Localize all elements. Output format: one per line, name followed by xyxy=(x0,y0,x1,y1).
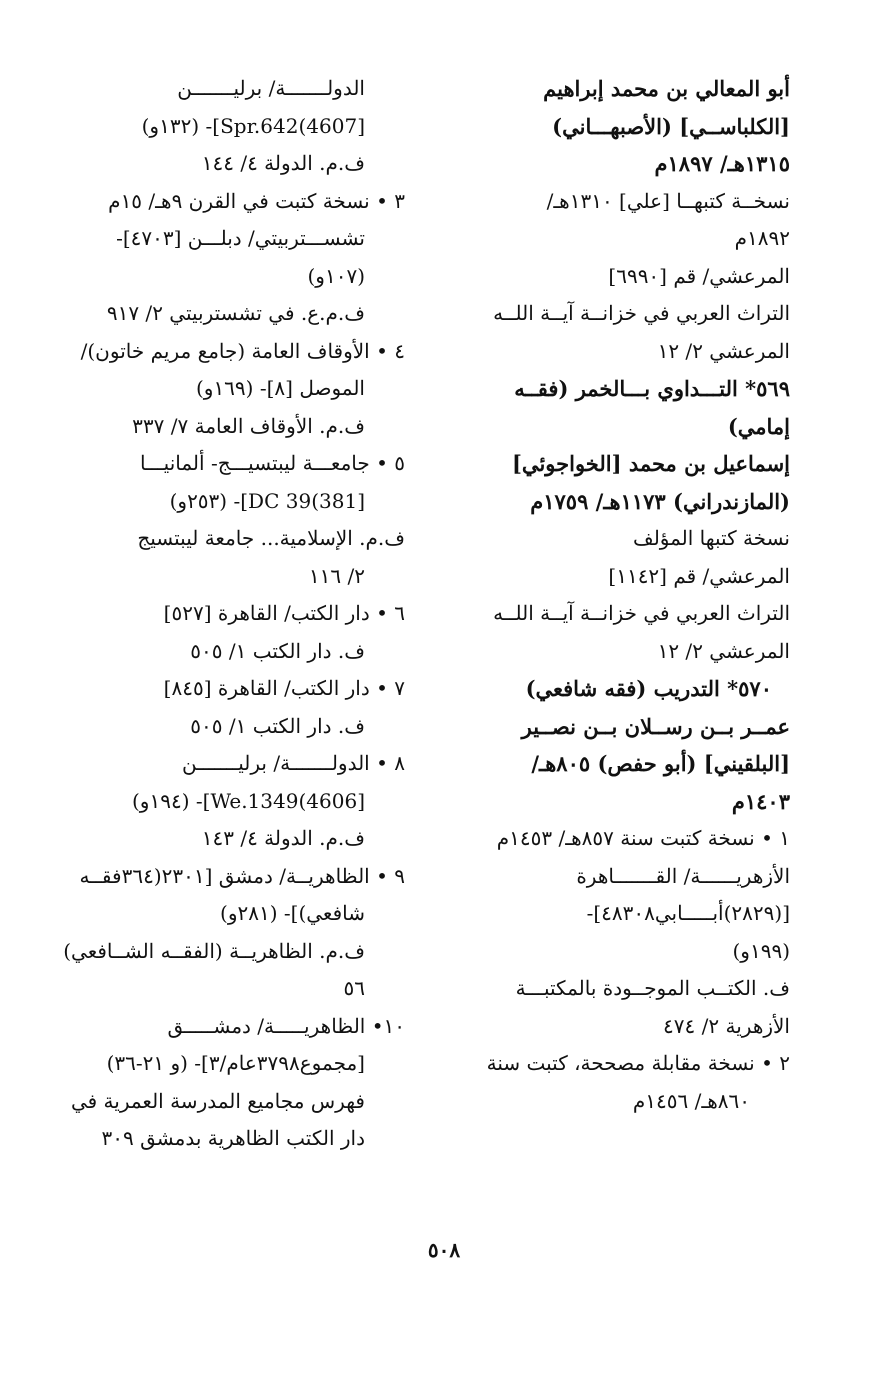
author-name: عمــر بــن رســلان بــن نصــير xyxy=(521,713,790,739)
entry-title: ٥٦٩* التـــداوي بـــالخمر (فقــه xyxy=(514,376,790,401)
library-ref: (١٩٩و) xyxy=(732,938,790,963)
catalog-ref: الأزهرية ٢/ ٤٧٤ xyxy=(663,1013,790,1038)
manuscript-note: نسخة كتبها المؤلف xyxy=(632,526,790,550)
library-ref: تشســـتربيتي/ دبلـــن [٤٧٠٣]- xyxy=(116,226,365,250)
catalog-ref: ف.م. الدولة ٤/ ١٤٤ xyxy=(201,151,365,175)
library-ref: [مجموع٣٧٩٨عام/٣]- (و ٢١-٣٦) xyxy=(106,1051,365,1075)
author-name: [البلقيني] (أبو حفص) ٨٠٥هـ/ xyxy=(531,751,790,776)
catalog-ref: ٥٦ xyxy=(343,976,365,1000)
manuscript-item: ١ • نسخة كتبت سنة ٨٥٧هـ/ ١٤٥٣م xyxy=(496,826,790,850)
manuscript-item: ٩ • الظاهريــة/ دمشق [٢٣٠١(٣٦٤فقــه xyxy=(79,863,405,888)
library-ref: [4607)Spr.642]- (١٣٢و) xyxy=(141,113,365,138)
catalog-ref: ٢/ ١١٦ xyxy=(308,563,365,588)
catalog-ref: ف. الكتــب الموجــودة بالمكتبـــة xyxy=(515,976,790,1000)
manuscript-item: ١٠• الظاهريـــــة/ دمشـــــق xyxy=(167,1013,405,1038)
library-ref: المرعشي/ قم [١١٤٢] xyxy=(608,563,790,588)
catalog-ref: ف. دار الكتب ١/ ٥٠٥ xyxy=(190,713,365,738)
catalog-ref: ف.م. الدولة ٤/ ١٤٣ xyxy=(201,826,365,850)
library-ref: [(٢٨٢٩)أبـــــابي٤٨٣٠٨]- xyxy=(586,901,790,925)
manuscript-item: ٥ • جامعـــة ليبتسيـــج- ألمانيـــا xyxy=(140,451,405,475)
library-ref: الأزهريــــــة/ القـــــــاهرة xyxy=(576,863,790,888)
catalog-ref: ف.م. الظاهريــة (الفقــه الشــافعي) xyxy=(63,938,365,963)
author-name: أبو المعالي بن محمد إبراهيم xyxy=(543,76,790,101)
catalog-ref: المرعشي ٢/ ١٢ xyxy=(657,338,790,363)
library-ref: [381)DC 39]- (٢٥٣و) xyxy=(169,488,365,513)
library-ref: الدولـــــــة/ برليـــــــن xyxy=(177,76,365,100)
catalog-ref: ف.م.ع. في تشستربيتي ٢/ ٩١٧ xyxy=(106,301,365,325)
page-number: ٥٠٨ xyxy=(427,1238,461,1262)
manuscript-item: ٤ • الأوقاف العامة (جامع مريم خاتون)/ xyxy=(80,338,405,363)
catalog-ref: دار الكتب الظاهرية بدمشق ٣٠٩ xyxy=(101,1126,365,1150)
manuscript-item: ٨٦٠هـ/ ١٤٥٦م xyxy=(632,1088,750,1113)
right-column xyxy=(445,70,790,1120)
catalog-ref: المرعشي ٢/ ١٢ xyxy=(657,638,790,663)
manuscript-item: ٧ • دار الكتب/ القاهرة [٨٤٥] xyxy=(163,676,405,700)
entry-title: إمامي) xyxy=(727,413,790,439)
manuscript-note: نسخــة كتبهــا [علي] ١٣١٠هـ/ xyxy=(546,188,790,213)
catalog-ref: التراث العربي في خزانــة آيــة اللــه xyxy=(493,601,790,625)
catalog-ref: ف.م. الأوقاف العامة ٧/ ٣٣٧ xyxy=(132,413,365,438)
catalog-ref: ف. دار الكتب ١/ ٥٠٥ xyxy=(190,638,365,663)
library-ref: (١٠٧و) xyxy=(307,263,365,288)
catalog-ref: ف.م. الإسلامية... جامعة ليبتسيج xyxy=(137,526,405,550)
catalog-ref: فهرس مجاميع المدرسة العمرية في xyxy=(70,1088,365,1113)
author-dates: ١٣١٥هـ/ ١٨٩٧م xyxy=(654,151,790,176)
manuscript-note: ١٨٩٢م xyxy=(734,226,790,250)
manuscript-item: ٨ • الدولـــــــة/ برليـــــــن xyxy=(182,751,405,775)
entry-title: ٥٧٠* التدريب (فقه شافعي) xyxy=(525,676,772,701)
author-name: إسماعيل بن محمد [الخواجوئي] xyxy=(512,451,790,476)
manuscript-item: ٢ • نسخة مقابلة مصححة، كتبت سنة xyxy=(486,1051,790,1075)
library-ref: شافعي)]- (٢٨١و) xyxy=(220,901,365,925)
author-name: [الكلباســي] (الأصبهـــاني) xyxy=(552,113,790,139)
author-dates: ١٤٠٣م xyxy=(731,788,790,814)
library-ref: الموصل [٨]- (١٦٩و) xyxy=(195,376,365,400)
left-column xyxy=(60,70,405,1158)
catalog-ref: التراث العربي في خزانــة آيــة اللــه xyxy=(493,301,790,325)
library-ref: المرعشي/ قم [٦٩٩٠] xyxy=(608,263,790,288)
manuscript-item: ٣ • نسخة كتبت في القرن ٩هـ/ ١٥م xyxy=(108,188,405,213)
manuscript-item: ٦ • دار الكتب/ القاهرة [٥٢٧] xyxy=(163,601,405,625)
library-ref: [4606)We.1349]- (١٩٤و) xyxy=(132,788,365,813)
author-dates: (المازندراني) ١١٧٣هـ/ ١٧٥٩م xyxy=(530,488,790,514)
